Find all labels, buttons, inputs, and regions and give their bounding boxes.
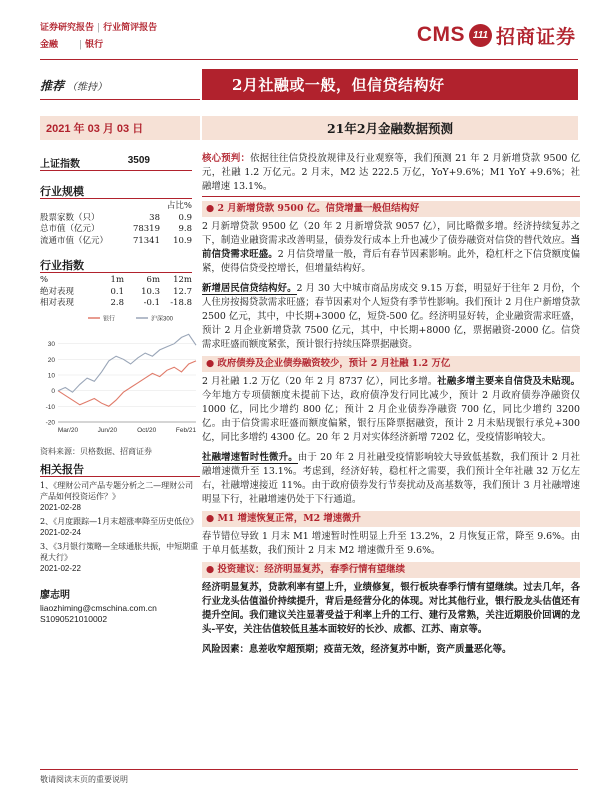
header-left: 证券研究报告 | 行业简评报告 金融 | 银行 bbox=[40, 23, 158, 50]
chart-y-ticks bbox=[46, 341, 56, 426]
paragraph: 2 月新增贷款 9500 亿（20 年 2 月新增贷款 9057 亿），同比略微多增。经济持续复苏之下，制造业融资需求改善明显，债券发行成本上升也减少了债券融资对信贷的替代效应。当前信贷需求旺盛。2 月信贷增量一般，背后有春节因素影响。此外，稳杠杆之下信贷额度偏紧，使得信贷受控增长，但增量结构好。 bbox=[202, 221, 580, 274]
author-block bbox=[40, 590, 200, 626]
section-heading-invest: ● 投资建议：经济明显复苏，春季行情有望继续 bbox=[202, 562, 580, 578]
series-line bbox=[58, 334, 196, 392]
chart-legend bbox=[88, 315, 174, 323]
chart-x-ticks bbox=[58, 427, 197, 434]
logo-cn: 招商证券 bbox=[495, 25, 576, 48]
paragraph: 2 月社融 1.2 万亿（20 年 2 月 8737 亿），同比多增。社融多增主要来自信贷及未贴现。今年地方专项债额度未提前下达，政府债净发行同比减少，预计 2 月政府债券净融资仅 1000 亿，同比少增约 800 亿；预计 2 月企业债券净融资 700 亿，同比少增约 3200 亿。由于信贷需求旺盛而额度偏紧，银行压降票据融资，预计 2 月未贴现银行承兑+300 亿，同比多增约 4300 亿。20 年 2 月对实体经济新增 7202 亿，受疫情影响较大。 bbox=[202, 376, 580, 443]
table-row: 相对表现 2.8 -0.1 -18.8 bbox=[40, 298, 192, 308]
industry-label: 银行 bbox=[85, 40, 104, 50]
risk-factors: 风险因素：息差收窄超预期；疫苗无效，经济复苏中断，资产质量恶化等。 bbox=[202, 644, 512, 655]
y-tick-label: 0 bbox=[51, 388, 55, 396]
author-cert: S1090521010002 bbox=[40, 614, 108, 624]
core-forecast: 核心预判：依据往往信贷投放规律及行业观察等，我们预测 21 年 2 月新增贷款 9500 亿元，社融 1.2 万亿元。2 月末，M2 达 222.5 万亿，YoY+9.6%；M1 YoY +9.6%；社融增速 13.1%。 bbox=[202, 152, 580, 197]
legend-label: 沪深300 bbox=[151, 316, 174, 323]
rating-label: 推荐 bbox=[40, 79, 65, 93]
industry-index bbox=[40, 258, 192, 310]
chart-lines bbox=[58, 334, 196, 406]
sector-label: 金融 bbox=[40, 40, 59, 50]
paragraph: 社融增速暂时性微升。由于 20 年 2 月社融受疫情影响较大导致低基数，我们预计 2 月社融增速微升至 13.1%。考虑到，经济好转，稳杠杆之需要，我们预计全年社融 32 万亿左右，社融增速接近 11%。由于政府债券发行节奏扰动及高基数等，我们预计 3 月社融增速明显下行，社融增速仍处于下行通道。 bbox=[202, 452, 580, 505]
table-row: 总市值（亿元） 78319 9.8 bbox=[40, 224, 192, 234]
y-tick-label: 10 bbox=[47, 372, 55, 380]
section-heading-loans: ● 2 月新增贷款 9500 亿。信贷增量一般但结构好 bbox=[202, 201, 580, 217]
rating-badge bbox=[40, 72, 200, 100]
index-name: 上证指数 bbox=[40, 159, 80, 170]
rating-note: （维持） bbox=[67, 82, 108, 93]
related-title: 相关报告 bbox=[40, 462, 200, 477]
footer-divider bbox=[40, 769, 578, 770]
scale-col-header: 占比% bbox=[166, 201, 192, 211]
legend-label: 银行 bbox=[103, 316, 116, 323]
report-subtitle: 21年2月金融数据预测 bbox=[202, 116, 578, 140]
series-line bbox=[58, 361, 196, 406]
x-tick-label: Jun/20 bbox=[97, 427, 118, 434]
logo-en: CMS bbox=[416, 23, 465, 46]
chart-grid bbox=[58, 344, 196, 422]
industry-scale bbox=[40, 184, 192, 247]
y-tick-label: -20 bbox=[45, 419, 55, 427]
related-reports bbox=[40, 462, 200, 574]
x-tick-label: Mar/20 bbox=[57, 427, 79, 434]
list-item[interactable]: 1、《理财公司产品专题分析之二—理财公司产品如何投资运作？》 2021-02-28 bbox=[40, 481, 194, 512]
x-tick-label: Oct/20 bbox=[137, 427, 157, 434]
chart-source: 资料来源：贝格数据、招商证券 bbox=[40, 447, 152, 456]
perf-header: % 1m 6m 12m bbox=[40, 275, 192, 285]
header-divider bbox=[40, 59, 578, 60]
report-sub: 行业简评报告 bbox=[103, 23, 158, 33]
footer-note: 敬请阅读末页的重要说明 bbox=[40, 775, 128, 784]
scale-title: 行业规模 bbox=[40, 184, 192, 199]
paragraph: 经济明显复苏，贷款利率有望上升，业绩修复，银行板块春季行情有望继续。过去几年，各行业龙头估值溢价持续提升，背后是经营分化的体现。对比其他行业，银行股龙头估值还有提升空间。我们建议关注显著受益于利率上升的工行、建行及常熟，关注近期股价回调的龙头-平安，关注估值较低且基本面较好的长沙、成都、江苏、南京等。 bbox=[202, 582, 580, 635]
index-chart bbox=[40, 310, 200, 440]
report-date: 2021 年 03 月 03 日 bbox=[40, 116, 200, 140]
section-heading-tsf: ● 政府债券及企业债券融资较少，预计 2 月社融 1.2 万亿 bbox=[202, 356, 580, 372]
perf-title: 行业指数 bbox=[40, 258, 192, 273]
paragraph: 春节错位导致 1 月末 M1 增速暂时性明显上升至 13.2%，2 月恢复正常，降至 9.6%。由于单月低基数，我们预计 2 月末 M2 增速微升至 9.6%。 bbox=[202, 531, 580, 556]
index-value: 3509 bbox=[127, 155, 150, 166]
paragraph: 新增居民信贷结构好。2 月 30 大中城市商品房成交 9.15 万套，明显好于往年 2 月份，个人住房按揭贷款需求旺盛；春节因素对个人短贷有季节性影响。我们预计 2 月住户新增贷款 2500 亿元，其中，中长期+3000 亿，短贷-500 亿。经济明显好转，企业融资需求旺盛，预计 2 月企业新增贷款 7500 亿元，其中，中长期+8000 亿，票据融资-2000 亿。信贷需求旺盛而额度紧张，预计银行持续压降票据融资。 bbox=[202, 283, 580, 350]
section-heading-m1: ● M1 增速恢复正常，M2 增速微升 bbox=[202, 511, 580, 527]
y-tick-label: 20 bbox=[47, 356, 55, 364]
author-email[interactable]: liaozhiming@cmschina.com.cn bbox=[40, 602, 157, 613]
author-name: 廖志明 bbox=[40, 590, 70, 601]
table-row: 股票家数（只） 38 0.9 bbox=[40, 212, 192, 223]
report-title: 2月社融或一般，但信贷结构好 bbox=[202, 69, 578, 100]
x-tick-label: Feb/21 bbox=[175, 427, 197, 434]
report-type: 证券研究报告 bbox=[40, 23, 95, 33]
list-item[interactable]: 3、《3月银行策略—全球通胀共振，中短期重视大行》 2021-02-22 bbox=[40, 542, 199, 573]
report-body bbox=[202, 152, 580, 657]
cms-logo bbox=[417, 22, 576, 48]
logo-mark-icon: 111 bbox=[469, 24, 492, 47]
list-item[interactable]: 2、《月度跟踪—1月末超涨率降至历史低位》 2021-02-24 bbox=[40, 517, 199, 537]
y-tick-label: 30 bbox=[47, 341, 55, 349]
table-row: 流通市值（亿元） 71341 10.9 bbox=[40, 235, 192, 246]
y-tick-label: -10 bbox=[45, 403, 55, 411]
table-row: 绝对表现 0.1 10.3 12.7 bbox=[40, 286, 192, 297]
index-row bbox=[40, 155, 192, 171]
